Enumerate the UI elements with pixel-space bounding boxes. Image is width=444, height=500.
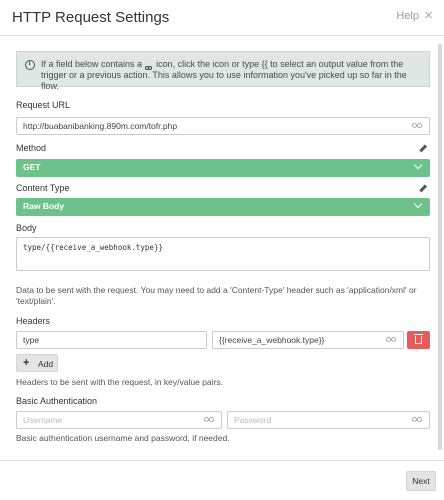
method-select[interactable] [16,159,430,177]
header-value-input[interactable] [212,331,404,349]
dialog-header [0,0,444,36]
body-textarea[interactable] [16,237,430,271]
username-input[interactable] [16,411,222,429]
method-selected-value: GET [23,162,41,172]
dialog-title: HTTP Request Settings [12,9,170,26]
pencil-icon[interactable] [418,183,428,193]
info-text-before: If a field below contains a [41,59,143,69]
close-icon[interactable]: × [424,7,433,24]
info-text-after: icon, click the icon or type {{ to select an output value from the trigger or a previous action. This allows you to use information you've picked up so far in the flow. [41,59,407,91]
basic-auth-help-text: Basic authentication username and password, if needed. [16,433,230,443]
next-button[interactable]: Next [406,471,436,491]
delete-header-button[interactable] [407,331,430,349]
plus-icon: + [23,357,30,369]
chevron-down-icon [414,200,422,208]
header-key-value: type [23,335,40,345]
body-label: Body [16,223,37,233]
content-type-selected-value: Raw Body [23,201,65,211]
basic-auth-label: Basic Authentication [16,396,98,406]
insert-data-icon[interactable] [386,336,398,344]
trash-icon [415,336,422,344]
request-url-value: http://buabanibanking.890m.com/tofr.php [23,121,178,131]
content-type-select[interactable] [16,198,430,216]
header-value-value: {{receive_a_webhook.type}} [219,335,325,345]
insert-data-icon[interactable] [412,122,424,130]
content-type-label: Content Type [16,183,70,193]
help-link[interactable]: Help [396,10,419,22]
body-help-text: Data to be sent with the request. You may need to add a 'Content-Type' header such as 'application/xml' or 'text/plain'. [16,285,417,306]
insert-data-icon[interactable] [204,416,216,424]
method-label: Method [16,143,47,153]
request-url-label: Request URL [16,100,71,110]
body-value: type/{{receive_a_webhook.type}} [23,243,163,252]
password-input[interactable] [227,411,430,429]
password-placeholder: Password [234,415,272,425]
settings-form [8,37,434,460]
scrollbar[interactable] [438,44,442,450]
dialog-footer [0,460,444,500]
headers-label: Headers [16,316,51,326]
add-header-button[interactable] [16,354,58,372]
info-banner [16,51,430,91]
header-key-input[interactable] [16,331,207,349]
username-placeholder: Username [23,415,63,425]
headers-help-text: Headers to be sent with the request, in key/value pairs. [16,377,223,387]
add-header-label: Add [38,359,54,369]
pencil-icon[interactable] [418,143,428,153]
insert-data-icon[interactable] [412,416,424,424]
chevron-down-icon [414,161,422,169]
info-text [41,59,425,92]
info-icon [25,60,35,70]
request-url-input[interactable] [16,117,430,135]
link-icon [145,62,154,67]
